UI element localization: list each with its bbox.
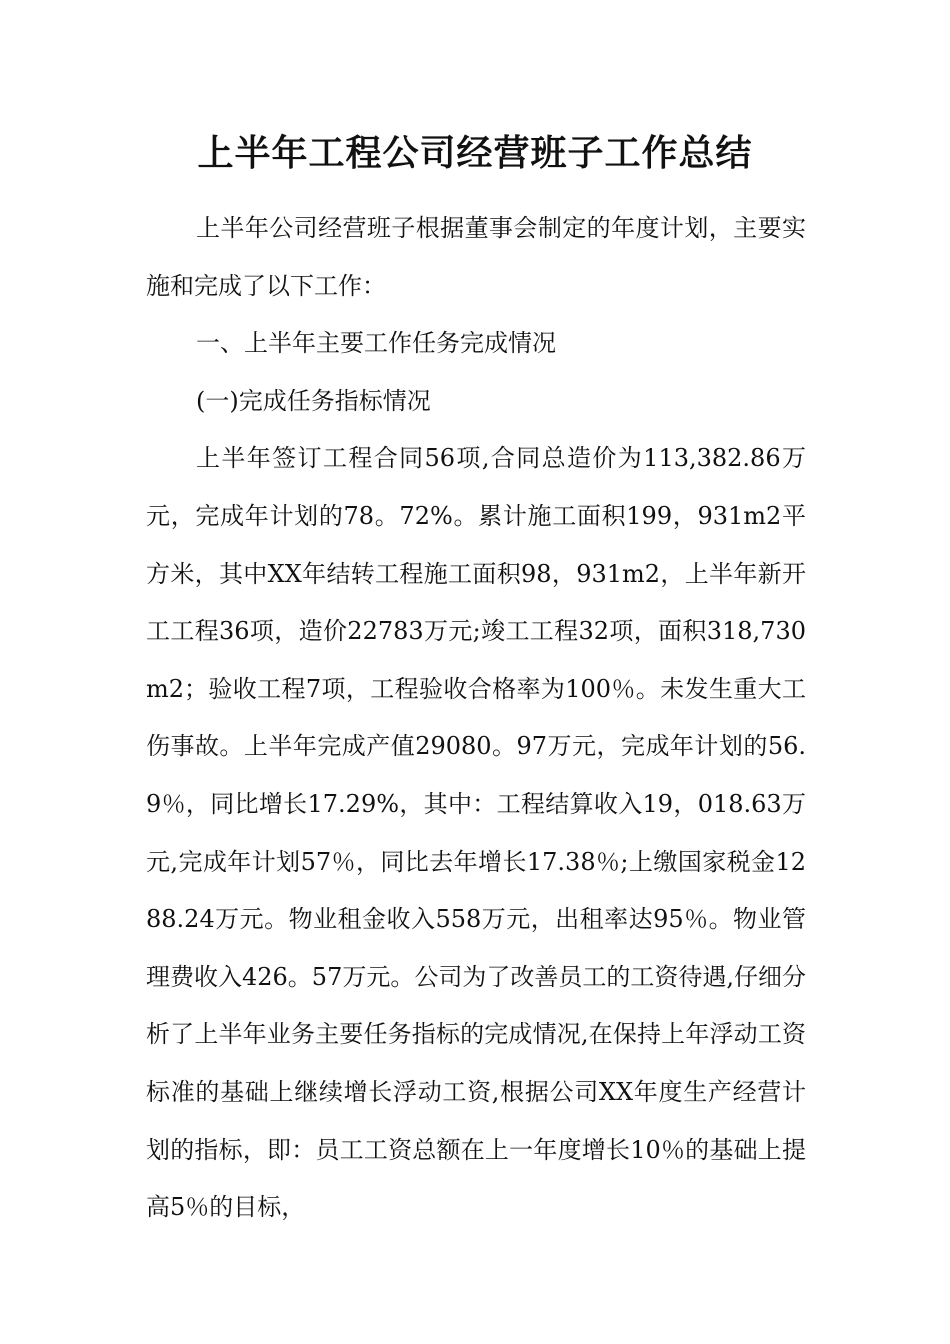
paragraph-intro: 上半年公司经营班子根据董事会制定的年度计划，主要实施和完成了以下工作： (146, 214, 806, 300)
section-heading: 一、上半年主要工作任务完成情况 (196, 329, 556, 358)
subsection-heading: (一)完成任务指标情况 (196, 386, 431, 415)
document-title: 上半年工程公司经营班子工作总结 (197, 133, 753, 174)
paragraph-details: 上半年签订工程合同56项,合同总造价为113,382.86万元，完成年计划的78。72%。累计施工面积199，931m2平方米，其中XX年结转工程施工面积98，931m2，上半年新开工工程36项，造价22783万元;竣工工程32项，面积318,730m2；验收工程7项，工程验收合格率为100％。未发生重大工伤事故。上半年完成产值29080。97万元，完成年计划的56.9％，同比增长17.29%，其中：工程结算收入19，018.63万元,完成年计划57％，同比去年增长17.38％;上缴国家税金1288.24万元。物业租金收入558万元，出租率达95％。物业管理费收入426。57万元。公司为了改善员工的工资待遇,仔细分析了上半年业务主要任务指标的完成情况,在保持上年浮动工资标准的基础上继续增长浮动工资,根据公司XX年度生产经营计划的指标，即：员工工资总额在上一年度增长10％的基础上提高5％的目标， (146, 444, 806, 1222)
document-body (146, 200, 806, 1237)
